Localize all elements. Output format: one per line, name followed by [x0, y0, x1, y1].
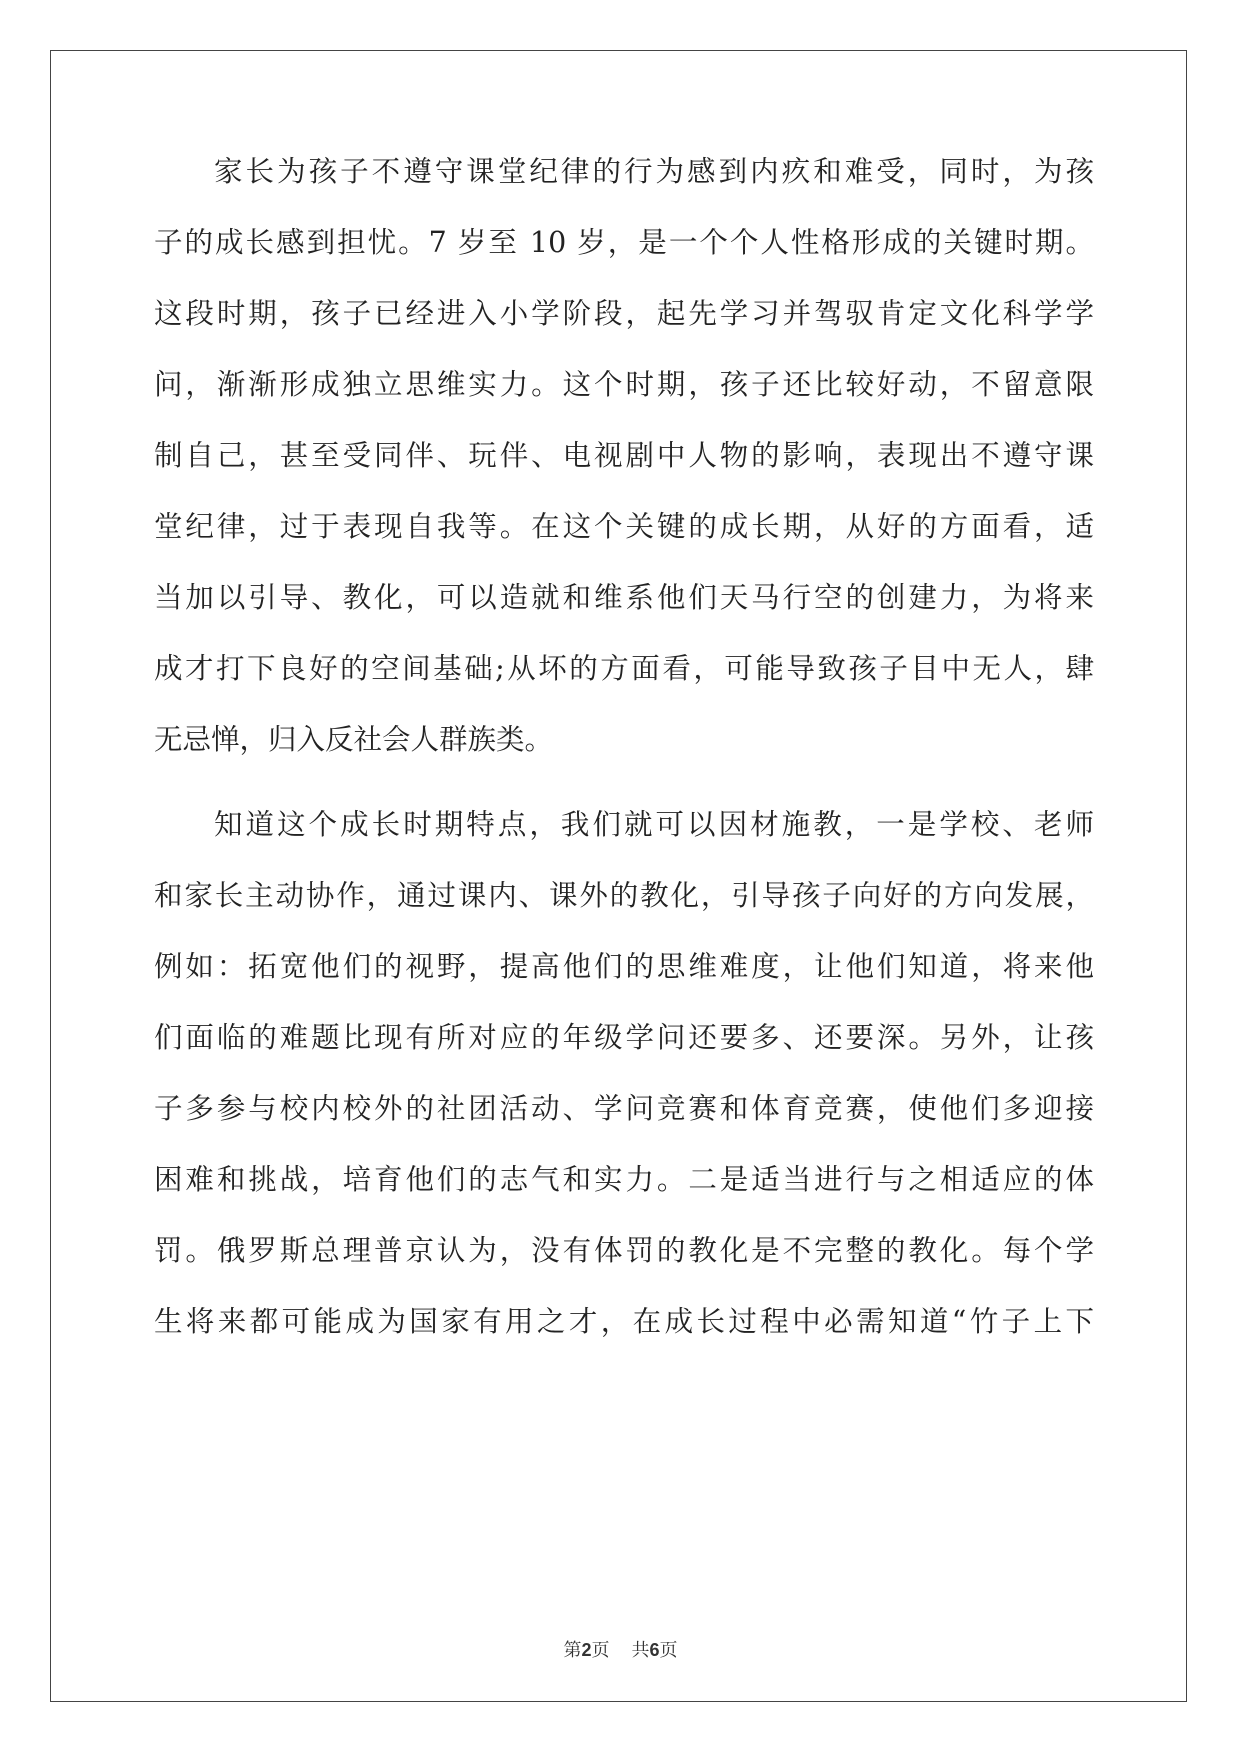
text-line: 问，渐渐形成独立思维实力。这个时期，孩子还比较好动，不留意限: [154, 368, 1094, 401]
text-line: 和家长主动协作，通过课内、课外的教化，引导孩子向好的方向发展，: [154, 879, 1094, 912]
text-line: 无忌惮，归入反社会人群族类。: [154, 723, 554, 756]
total-pages: 6: [649, 1640, 660, 1660]
text-line: 子多参与校内校外的社团活动、学问竞赛和体育竞赛，使他们多迎接: [154, 1092, 1094, 1125]
footer-page-suffix: 页: [591, 1640, 610, 1661]
text-line: 们面临的难题比现有所对应的年级学问还要多、还要深。另外，让孩: [154, 1021, 1094, 1054]
footer-prefix: 第: [563, 1640, 582, 1661]
text-line: 这段时期，孩子已经进入小学阶段，起先学习并驾驭肯定文化科学学: [154, 297, 1094, 330]
text-line: 罚。俄罗斯总理普京认为，没有体罚的教化是不完整的教化。每个学: [154, 1234, 1094, 1267]
text-line: 子的成长感到担忧。7 岁至 10 岁，是一个个人性格形成的关键时期。: [154, 226, 1094, 259]
footer-total-prefix: 共: [631, 1640, 650, 1661]
text-line: 堂纪律，过于表现自我等。在这个关键的成长期，从好的方面看，适: [154, 510, 1094, 543]
text-line: 困难和挑战，培育他们的志气和实力。二是适当进行与之相适应的体: [154, 1163, 1094, 1196]
text-line: 家长为孩子不遵守课堂纪律的行为感到内疚和难受，同时，为孩: [214, 155, 1094, 188]
text-line: 当加以引导、教化，可以造就和维系他们天马行空的创建力，为将来: [154, 581, 1094, 614]
text-line: 成才打下良好的空间基础;从坏的方面看，可能导致孩子目中无人，肆: [154, 652, 1094, 685]
text-line: 知道这个成长时期特点，我们就可以因材施教，一是学校、老师: [214, 808, 1094, 841]
text-line: 制自己，甚至受同伴、玩伴、电视剧中人物的影响，表现出不遵守课: [154, 439, 1094, 472]
text-line: 生将来都可能成为国家有用之才，在成长过程中必需知道“竹子上下: [154, 1305, 1094, 1338]
page-number: 2: [581, 1640, 592, 1660]
footer-total-suffix: 页: [659, 1640, 678, 1661]
page-footer: [0, 1636, 1241, 1662]
text-line: 例如：拓宽他们的视野，提高他们的思维难度，让他们知道，将来他: [154, 950, 1094, 983]
